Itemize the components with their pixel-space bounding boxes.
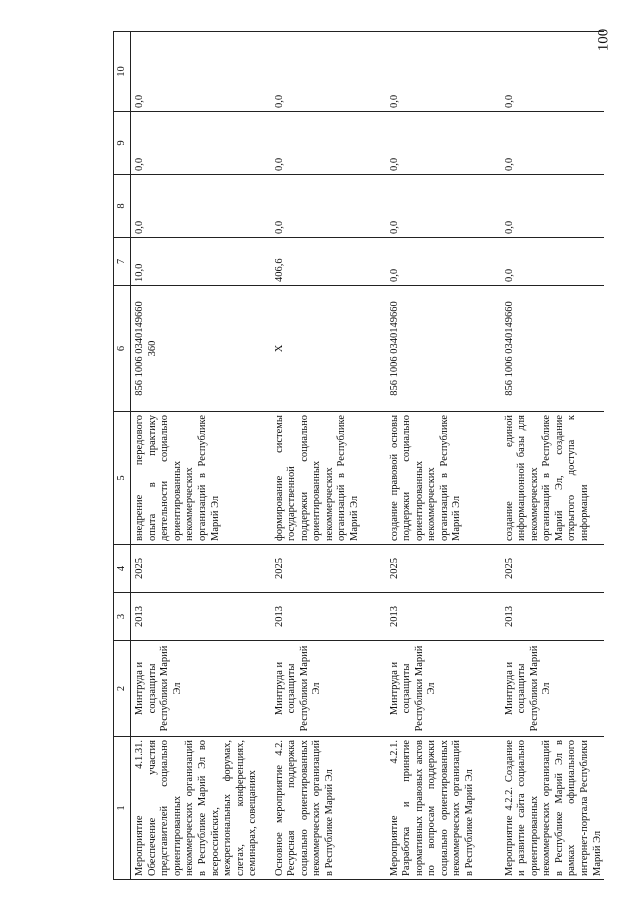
value-cell: 0,0 — [501, 112, 605, 175]
start-year-cell: 2013 — [271, 593, 386, 641]
value-cell: 0,0 — [131, 112, 271, 175]
end-year-cell: 2025 — [271, 545, 386, 593]
value-cell: 0,0 — [501, 32, 605, 112]
value-cell: 0,0 — [386, 32, 501, 112]
value-cell: 0,0 — [131, 175, 271, 238]
expected-result-cell: формирование системы государственной поддержки социально ориентированных некоммерческих организаций в Республике Марий Эл — [271, 412, 386, 545]
table-row — [386, 32, 501, 880]
value-cell: 0,0 — [501, 175, 605, 238]
value-cell: 0,0 — [386, 175, 501, 238]
measure-name-cell: Мероприятие 4.2.2. Создание и развитие сайта социально ориентированных некоммерческих организаций в Республике Марий Эл в рамках официального интернет-портала Республики Марий Эл — [501, 737, 605, 880]
executor-cell: Минтруда и соцзащиты Республики Марий Эл — [386, 641, 501, 737]
start-year-cell: 2013 — [501, 593, 605, 641]
budget-code-cell — [386, 286, 501, 412]
end-year-cell: 2025 — [501, 545, 605, 593]
page-number: 100 — [595, 28, 612, 52]
budget-code-cell — [271, 286, 386, 412]
column-header-row — [114, 32, 131, 880]
expected-result-cell: создание единой информационной базы для некоммерческих организаций в Республике Марий Эл, создание открытого доступа к информации — [501, 412, 605, 545]
executor-cell: Минтруда и соцзащиты Республики Марий Эл — [131, 641, 271, 737]
budget-code: 856 1006 0340149660 — [503, 301, 515, 396]
budget-code-cell — [131, 286, 271, 412]
value-cell: 0,0 — [271, 175, 386, 238]
value-cell: 0,0 — [501, 238, 605, 286]
value-cell: 0,0 — [386, 238, 501, 286]
measure-name-cell: Мероприятие 4.2.1. Разработка и принятие нормативных правовых актов по вопросам поддержки социально ориентированных некоммерческих организаций в Республике Марий Эл — [386, 737, 501, 880]
budget-code: 856 1006 0340149660 — [134, 301, 145, 396]
budget-code-cell — [501, 286, 605, 412]
column-header: 2 — [114, 641, 131, 737]
table-row — [131, 32, 271, 880]
column-header: 8 — [114, 175, 131, 238]
value-cell: 0,0 — [131, 32, 271, 112]
budget-code: Х — [273, 344, 285, 353]
column-header: 7 — [114, 238, 131, 286]
start-year-cell: 2013 — [386, 593, 501, 641]
executor-cell: Минтруда и соцзащиты Республики Марий Эл — [501, 641, 605, 737]
column-header: 5 — [114, 412, 131, 545]
column-header: 10 — [114, 32, 131, 112]
column-header: 6 — [114, 286, 131, 412]
measure-name-cell: Основное мероприятие 4.2. Ресурсная поддержка социально ориентированных некоммерческих организаций в Республике Марий Эл — [271, 737, 386, 880]
value-cell: 0,0 — [271, 112, 386, 175]
table-row — [501, 32, 605, 880]
value-cell: 0,0 — [386, 112, 501, 175]
budget-code-suffix: 360 — [146, 340, 158, 357]
column-header: 3 — [114, 593, 131, 641]
value-cell: 406,6 — [271, 238, 386, 286]
column-header: 1 — [114, 737, 131, 880]
measure-name-cell: Мероприятие 4.1.31. Обеспечение участия представителей социально ориентированных некоммерческих организаций в Республике Марий Эл во всероссийских, межрегиональных форумах, слетах, конференциях, семинарах, совещаниях — [131, 737, 271, 880]
expected-result-cell: создание правовой основы поддержки социально ориентированных некоммерческих организаций в Республике Марий Эл — [386, 412, 501, 545]
rotated-table-container — [113, 32, 603, 880]
column-header: 4 — [114, 545, 131, 593]
end-year-cell: 2025 — [386, 545, 501, 593]
column-header: 9 — [114, 112, 131, 175]
value-cell: 0,0 — [271, 32, 386, 112]
table-row — [271, 32, 386, 880]
expected-result-cell: внедрение передового опыта в практику деятельности социально ориентированных некоммерческих организаций в Республике Марий Эл — [131, 412, 271, 545]
end-year-cell: 2025 — [131, 545, 271, 593]
budget-code: 856 1006 0340149660 — [388, 301, 400, 396]
start-year-cell: 2013 — [131, 593, 271, 641]
program-measures-table — [113, 31, 604, 880]
executor-cell: Минтруда и соцзащиты Республики Марий Эл — [271, 641, 386, 737]
value-cell: 10,0 — [131, 238, 271, 286]
